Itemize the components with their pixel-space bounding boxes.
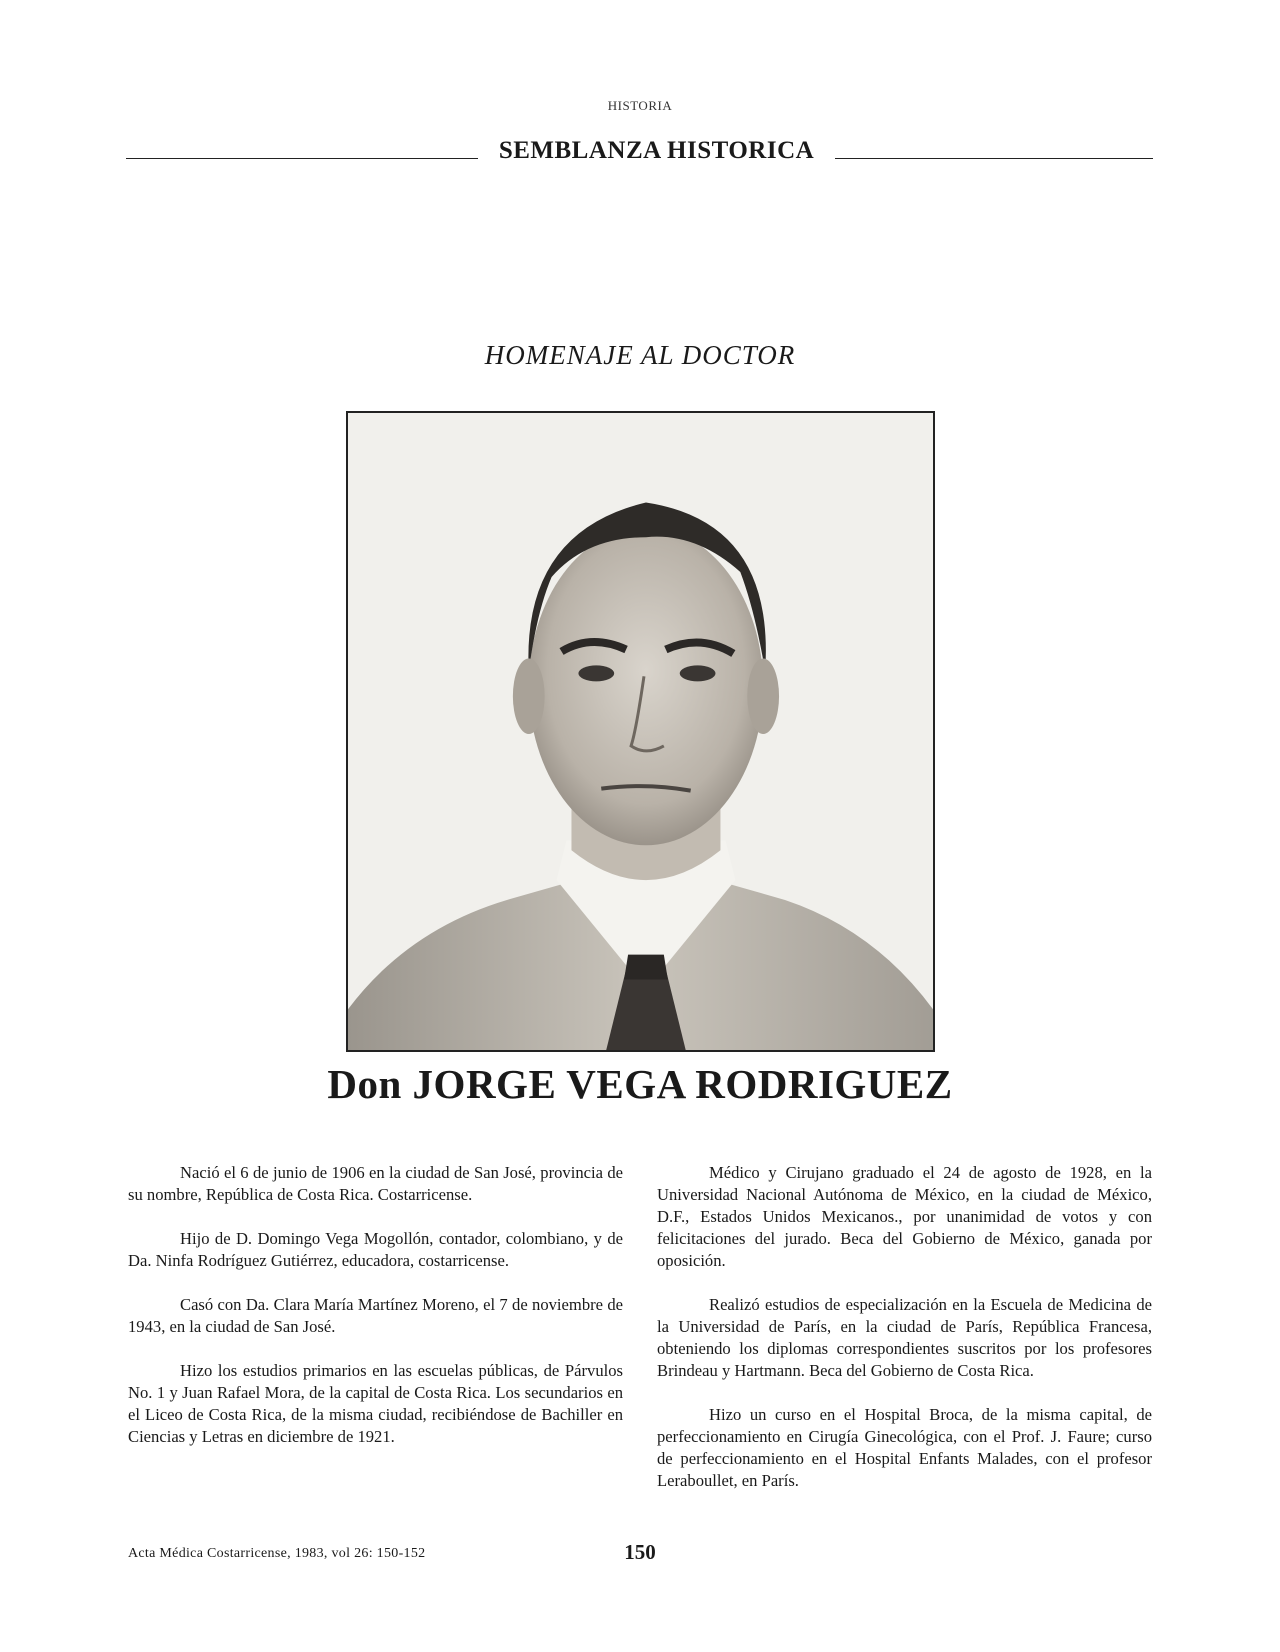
paragraph: Hizo un curso en el Hospital Broca, de la misma capital, de perfeccionamiento en Cirugía Ginecológica, con el Prof. J. Faure; curso de perfeccionamiento en el Hospital Enfants Malades, con el profesor Leraboullet, en París.: [657, 1405, 1152, 1490]
article-kicker: HOMENAJE AL DOCTOR: [484, 340, 796, 370]
page-number: 150: [624, 1540, 656, 1564]
paragraph: Realizó estudios de especialización en la Escuela de Medicina de la Universidad de París, en la ciudad de París, República Francesa, obteniendo los diplomas correspondientes suscritos por los profesores Brindeau y Hartmann. Beca del Gobierno de Costa Rica.: [657, 1295, 1152, 1380]
portrait-illustration: [348, 413, 933, 1050]
section-title: SEMBLANZA HISTORICA: [498, 137, 815, 164]
person-name: Don JORGE VEGA RODRIGUEZ: [327, 1061, 953, 1107]
paragraph: Nació el 6 de junio de 1906 en la ciudad de San José, provincia de su nombre, República de Costa Rica. Costarricense.: [128, 1163, 623, 1204]
left-column: [128, 1162, 623, 1470]
portrait-photo: [346, 411, 935, 1052]
paragraph: Hizo los estudios primarios en las escuelas públicas, de Párvulos No. 1 y Juan Rafael Mora, de la capital de Costa Rica. Los secundarios en el Liceo de Costa Rica, de la misma ciudad, recibiéndose de Bachiller en Ciencias y Letras en diciembre de 1921.: [128, 1361, 623, 1446]
title-rule-right: [835, 158, 1153, 159]
paragraph: Médico y Cirujano graduado el 24 de agosto de 1928, en la Universidad Nacional Autónoma de México, en la ciudad de México, D.F., Estados Unidos Mexicanos., por unanimidad de votos y con felicitaciones del jurado. Beca del Gobierno de México, ganada por oposición.: [657, 1163, 1152, 1270]
paragraph: Hijo de D. Domingo Vega Mogollón, contador, colombiano, y de Da. Ninfa Rodríguez Gutiérrez, educadora, costarricense.: [128, 1229, 623, 1270]
right-column: [657, 1162, 1152, 1514]
section-label: HISTORIA: [607, 98, 673, 113]
journal-citation: Acta Médica Costarricense, 1983, vol 26: 150-152: [128, 1546, 426, 1561]
title-rule-left: [126, 158, 478, 159]
paragraph: Casó con Da. Clara María Martínez Moreno, el 7 de noviembre de 1943, en la ciudad de San José.: [128, 1295, 623, 1336]
